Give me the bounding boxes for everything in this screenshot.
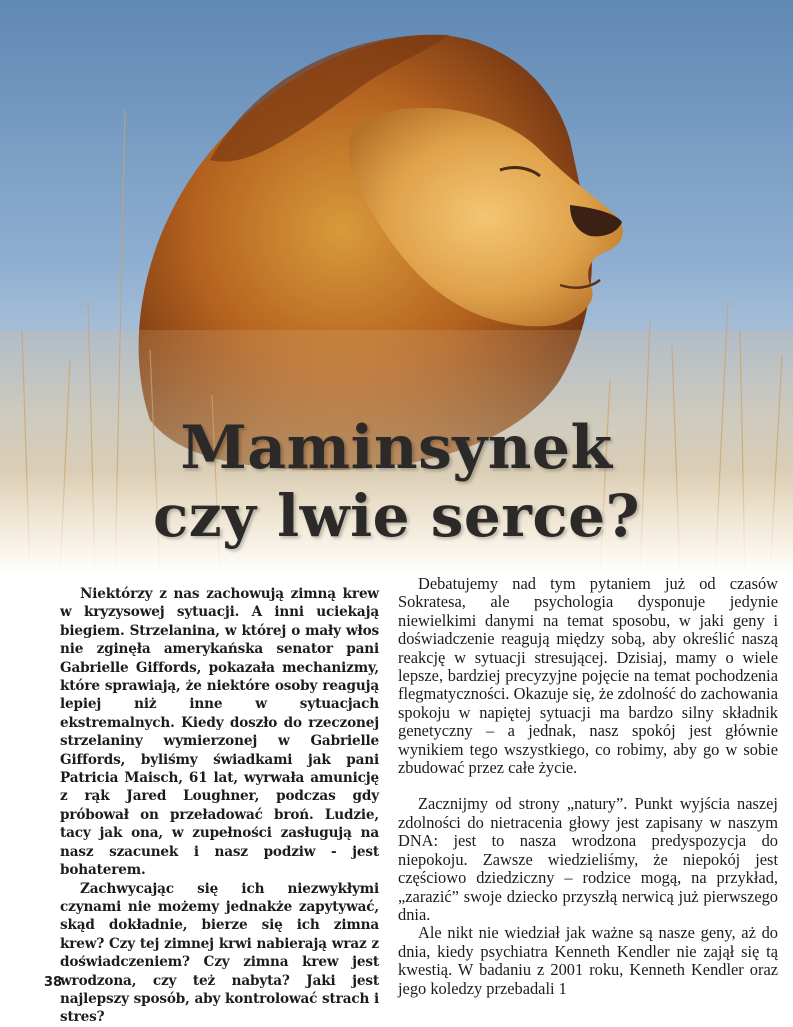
right-column-body (398, 575, 778, 998)
body-paragraph-2: Zacznijmy od strony „natury”. Punkt wyjścia naszej zdolności do nietracenia głowy jest zapisany w naszym DNA: jest to nasza wrodzona predyspozycja do niepokoju. Zawsze wiedzieliśmy, że niepokój jest częściowo dziedziczny – rodzice mogą, na przykład, „zarazić” swoje dziecko przyszłą nerwicą już pierwszego dnia. (398, 794, 778, 924)
body-paragraph-1: Debatujemy nad tym pytaniem już od czasów Sokratesa, ale psychologia dysponuje jedynie niewielkimi danymi na temat sposobu, w jaki geny i doświadczenie reagują między sobą, aby określić naszą reakcję w sytuacji stresującej. Dzisiaj, mamy o wiele lepsze, bardziej precyzyjne pojęcie na temat pochodzenia flegmatyczności. Okazuje się, że zdolność do zachowania spokoju w napiętej sytuacji ma bardzo silny składnik genetyczny – a jednak, nasz spokój jest głównie wynikiem tego wszystkiego, co robimy, aby go w sobie zbudować przez całe życie. (398, 574, 778, 778)
page-number: 38 (44, 975, 63, 990)
left-column-intro (60, 575, 379, 1027)
intro-paragraph-2: Zachwycając się ich niezwykłymi czynami nie możemy jednakże zapytywać, skąd dokładnie, bierze się ich zimna krew? Czy tej zimnej krwi nabierają wraz z doświadczeniem? Czy zimna krew jest wrodzona, czy też nabyta? Jaki jest najlepszy sposób, aby kontrolować strach i stres? (60, 880, 379, 1026)
article-title-line-1: Maminsynek (180, 413, 613, 483)
intro-paragraph-1: Niektórzy z nas zachowują zimną krew w kryzysowej sytuacji. A inni uciekają biegiem. Strzelanina, w której o mały włos nie zginęła amerykańska senator pani Gabrielle Giffords, pokazała mechanizmy, które sprawiają, że niektóre osoby reagują lepiej niż inne w sytuacjach ekstremalnych. Kiedy doszło do rzeczonej strzelaniny wymierzonej w Gabrielle Giffords, byliśmy świadkami jak pani Patricia Maisch, 61 lat, wyrwała amunicję z rąk Jared Loughner, podczas gdy próbował on przeładować broń. Ludzie, tacy jak ona, w zupełności zasługują na nasz szacunek i nasz podziw - jest bohaterem. (60, 586, 379, 879)
article-title-line-2: czy lwie serce? (152, 482, 641, 550)
body-paragraph-3: Ale nikt nie wiedział jak ważne są nasze geny, aż do dnia, kiedy psychiatra Kenneth Kendler nie zajął się tą kwestią. W badaniu z 2001 roku, Kenneth Kendler oraz jego koledzy przebadali 1 (398, 923, 778, 998)
